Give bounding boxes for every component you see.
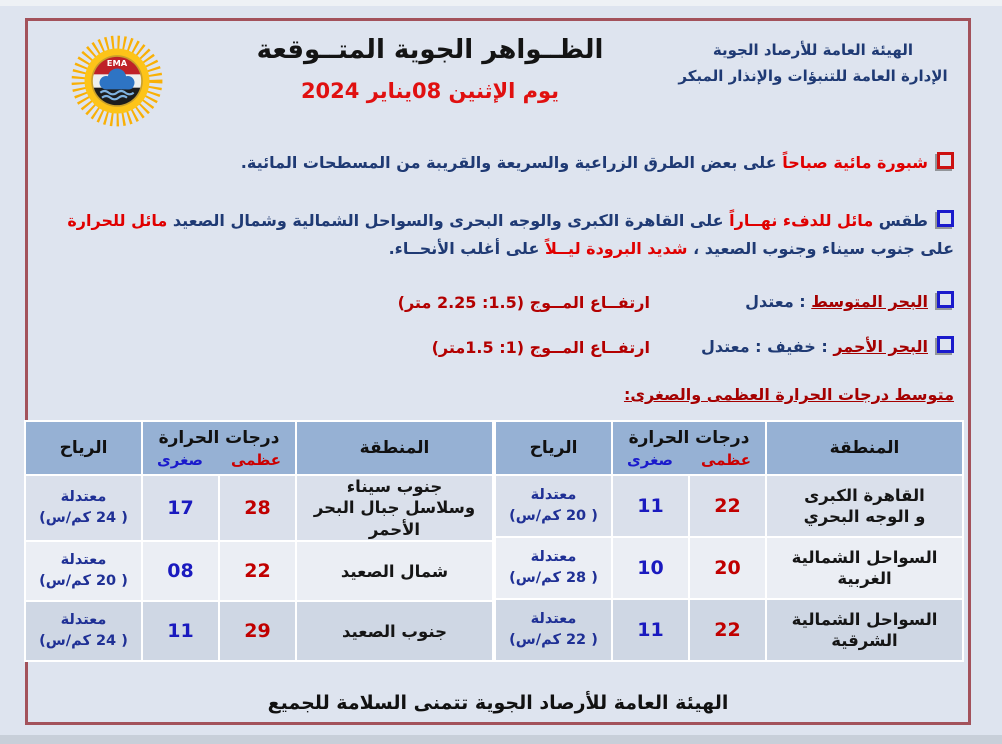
temp-seg-5: على جنوب سيناء وجنوب الصعيد ،: [687, 239, 954, 258]
max-temp-cell: 28: [219, 475, 296, 541]
sea-row-red-sea: [28, 336, 968, 381]
bulletin-date: يوم الإثنين 08يناير 2024: [300, 79, 560, 103]
max-temp-cell: 22: [689, 475, 766, 537]
header-max: عظمى: [700, 450, 752, 469]
region-cell: جنوب سيناء وسلاسل جبال البحر الأحمر: [296, 475, 493, 541]
wind-cell: معتدلة ( 28 كم/س): [495, 537, 612, 599]
page-top-edge: [0, 0, 1002, 6]
org-title-line2: الإدارة العامة للتنبؤات والإنذار المبكر: [678, 67, 948, 86]
org-title-line1: الهيئة العامة للأرصاد الجوية: [712, 41, 914, 59]
temperature-tables: [32, 420, 964, 662]
red-sea-label: البحر الأحمر: [833, 337, 928, 356]
max-temp-cell: 20: [689, 537, 766, 599]
temps-table-left: [24, 420, 494, 662]
table-row: [495, 475, 963, 537]
bulletin-frame: [25, 18, 971, 725]
wind-cell: معتدلة ( 24 كم/س): [25, 475, 142, 541]
region-cell: السواحل الشمالية الشرقية: [766, 599, 963, 661]
bulletin-header: [28, 21, 968, 131]
region-cell: جنوب الصعيد: [296, 601, 493, 661]
title-block: [192, 31, 668, 103]
min-temp-cell: 08: [142, 541, 219, 601]
wind-cell: معتدلة ( 20 كم/س): [25, 541, 142, 601]
header-wind: الرياح: [25, 421, 142, 475]
temp-seg-7: على أغلب الأنحــاء.: [388, 239, 540, 258]
header-min: صغرى: [156, 450, 204, 469]
wind-cell: معتدلة ( 22 كم/س): [495, 599, 612, 661]
blue-square-bullet-icon: [937, 336, 954, 353]
fog-forecast-paragraph: [54, 149, 954, 177]
header-region: المنطقة: [766, 421, 963, 475]
table-row: [495, 599, 963, 661]
blue-square-bullet-icon: [937, 210, 954, 227]
region-cell: السواحل الشمالية الغربية: [766, 537, 963, 599]
bulletin-title: الظــواهر الجوية المتــوقعة: [256, 35, 604, 65]
temperature-forecast-paragraph: [54, 207, 954, 263]
table-header-row: [495, 421, 963, 475]
temp-seg-2: مائل للدفء نهــاراً: [723, 211, 874, 230]
fog-highlight-text: شبورة مائية صباحاً: [782, 153, 928, 172]
max-temp-cell: 29: [219, 601, 296, 661]
max-temp-cell: 22: [689, 599, 766, 661]
region-cell: شمال الصعيد: [296, 541, 493, 601]
org-titles: [668, 31, 958, 90]
table-header-row: [25, 421, 493, 475]
header-max: عظمى: [230, 450, 282, 469]
red-sea-wave-height: ارتفــاع المــوج (1: 1.5متر): [431, 338, 650, 357]
avg-temps-heading: متوسط درجات الحرارة العظمى والصغرى:: [623, 385, 954, 404]
min-temp-cell: 11: [612, 599, 689, 661]
logo-block: [42, 31, 192, 131]
table-row: [25, 541, 493, 601]
min-temp-cell: 10: [612, 537, 689, 599]
temp-seg-1: طقس: [873, 211, 928, 230]
min-temp-cell: 17: [142, 475, 219, 541]
footer-message: الهيئة العامة للأرصاد الجوية تتمنى السلامة للجميع: [267, 692, 729, 715]
sea-row-mediterranean: [28, 291, 968, 336]
header-min: صغرى: [626, 450, 674, 469]
page-bottom-edge: [0, 735, 1002, 744]
temp-seg-6: شديد البرودة ليــلاً: [539, 239, 688, 258]
temp-seg-4: مائل للحرارة: [67, 211, 168, 230]
fog-rest-text: على بعض الطرق الزراعية والسريعة والقريبة من المسطحات المائية.: [240, 153, 783, 172]
sea-state-section: [28, 291, 968, 381]
ema-sun-logo-icon: [58, 31, 176, 131]
blue-square-bullet-icon: [937, 291, 954, 308]
wind-cell: معتدلة ( 20 كم/س): [495, 475, 612, 537]
temp-seg-3: على القاهرة الكبرى والوجه البحرى والسواحل الشمالية وشمال الصعيد: [167, 211, 724, 230]
header-temps: درجات الحرارة عظمى صغرى: [612, 421, 766, 475]
temps-table-right: [494, 420, 964, 662]
mediterranean-state: : معتدل: [745, 292, 806, 311]
red-sea-state: : خفيف : معتدل: [701, 337, 828, 356]
table-row: [25, 475, 493, 541]
table-row: [25, 601, 493, 661]
header-wind: الرياح: [495, 421, 612, 475]
mediterranean-wave-height: ارتفــاع المــوج (1.5: 2.25 متر): [397, 293, 650, 312]
logo-ema-text: EMA: [106, 58, 128, 68]
region-cell: القاهرة الكبرى و الوجه البحري: [766, 475, 963, 537]
min-temp-cell: 11: [142, 601, 219, 661]
max-temp-cell: 22: [219, 541, 296, 601]
red-square-bullet-icon: [937, 152, 954, 169]
min-temp-cell: 11: [612, 475, 689, 537]
wind-cell: معتدلة ( 24 كم/س): [25, 601, 142, 661]
table-row: [495, 537, 963, 599]
mediterranean-label: البحر المتوسط: [811, 292, 928, 311]
header-temps: درجات الحرارة عظمى صغرى: [142, 421, 296, 475]
header-region: المنطقة: [296, 421, 493, 475]
